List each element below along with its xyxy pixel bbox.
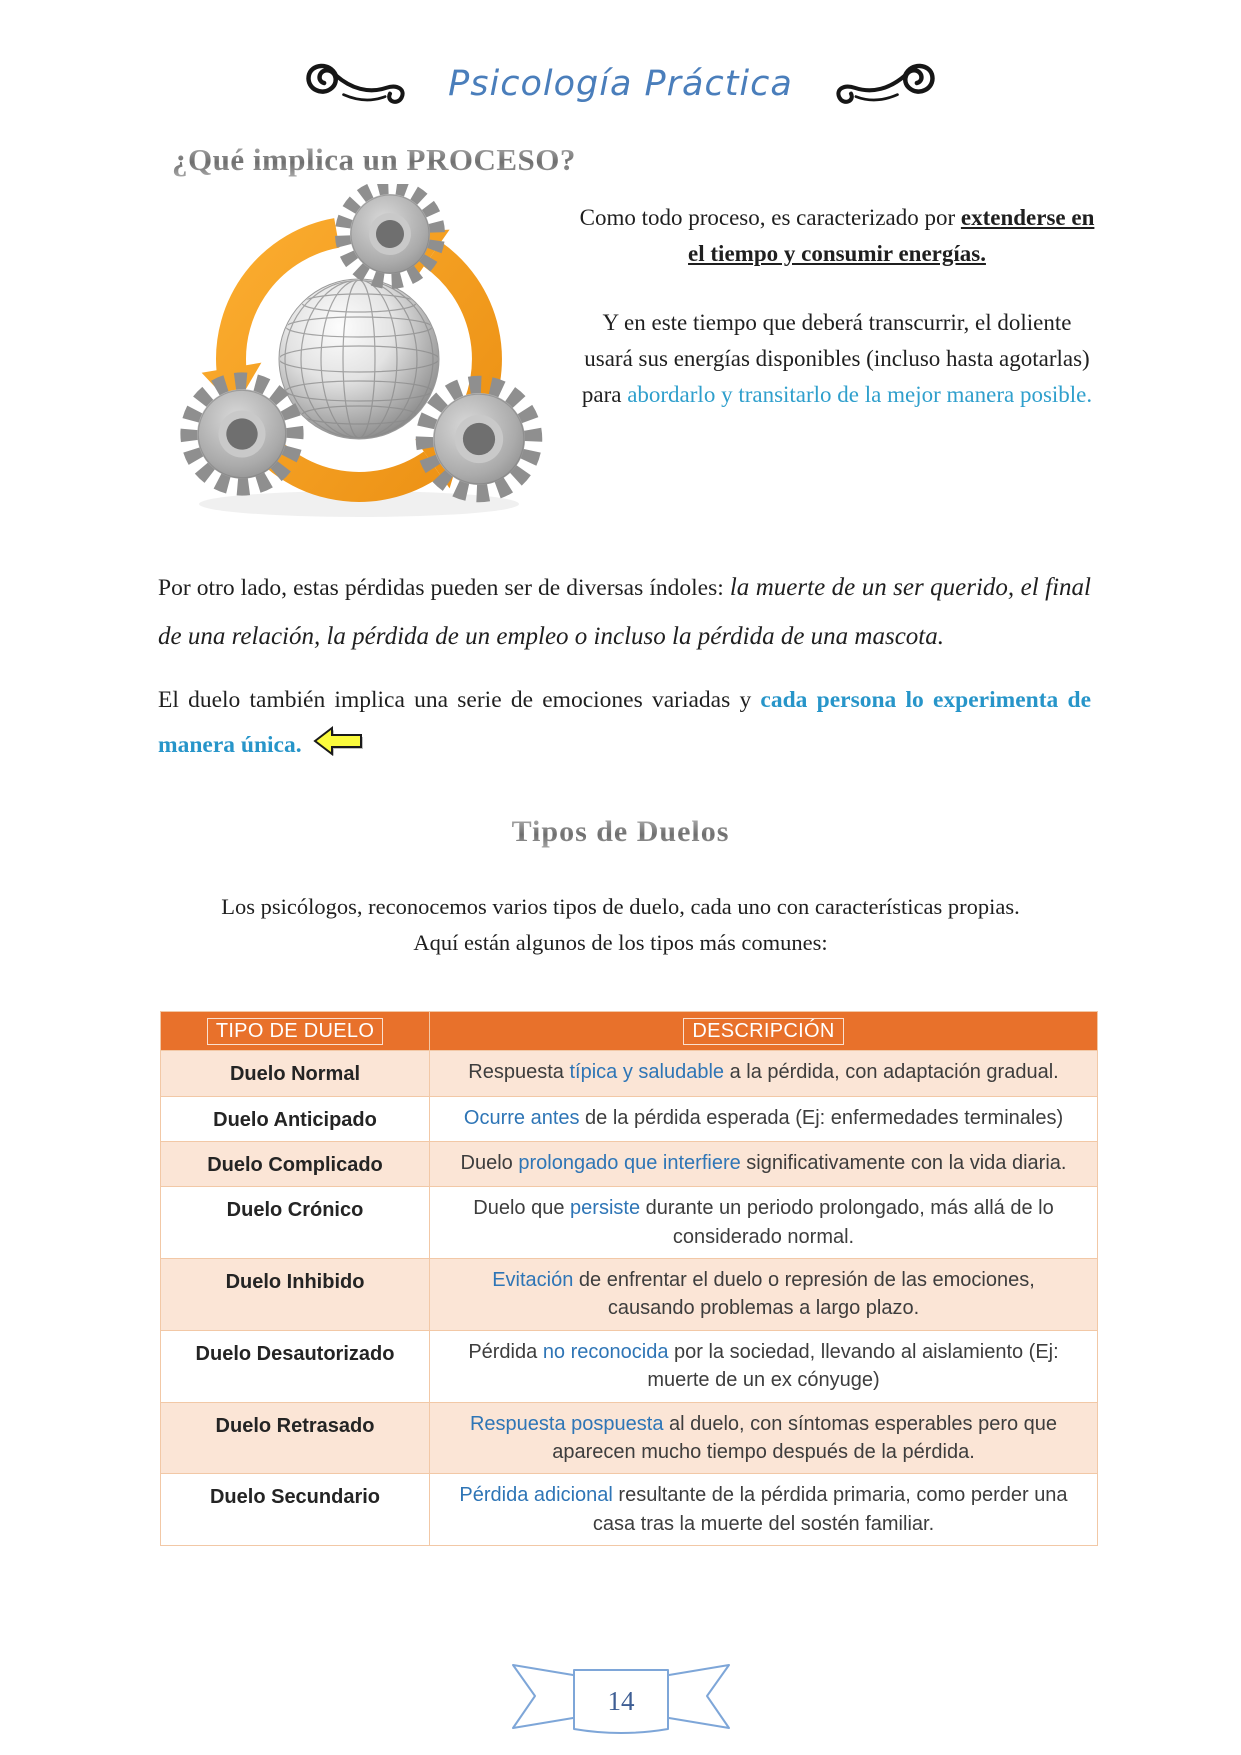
page-number-ribbon — [471, 1648, 771, 1747]
desc-text: a la pérdida, con adaptación gradual. — [724, 1061, 1059, 1084]
header-label-tipo: TIPO DE DUELO — [207, 1018, 383, 1045]
desc-highlight-text: Ocurre antes — [463, 1106, 580, 1129]
emotions-paragraph-blue: cada persona lo experimenta de manera única. — [158, 686, 1091, 759]
desc-highlight-text: Pérdida adicional — [459, 1484, 613, 1507]
duelo-descripcion-cell — [430, 1330, 1098, 1402]
duelo-tipo-cell: Duelo Normal — [161, 1051, 430, 1096]
desc-text: durante un periodo prolongado, más allá de lo considerado normal. — [640, 1197, 1054, 1248]
types-intro-paragraph — [0, 889, 1241, 961]
duelo-tipo-cell: Duelo Anticipado — [161, 1096, 430, 1141]
desc-text: por la sociedad, llevando al aislamiento (Ej: muerte de un ex cónyuge) — [647, 1340, 1059, 1392]
desc-highlight-text: persiste — [570, 1197, 641, 1220]
losses-paragraph — [158, 564, 1091, 662]
duelo-tipo-cell: Duelo Inhibido — [161, 1259, 430, 1331]
emotions-paragraph-text: El duelo también implica una serie de emociones variadas y — [158, 686, 761, 713]
duelo-descripcion-cell — [430, 1051, 1098, 1096]
page-number: 14 — [607, 1686, 634, 1716]
header-cell-descripcion — [430, 1012, 1098, 1051]
gears-cycle-illustration — [148, 184, 570, 524]
desc-highlight-text: Respuesta pospuesta — [469, 1412, 664, 1435]
page-title-caps: PROCESO? — [406, 142, 576, 177]
duelos-table-body — [161, 1051, 1098, 1546]
duelo-descripcion-cell — [430, 1096, 1098, 1141]
desc-highlight-text: no reconocida — [542, 1340, 669, 1363]
flourish-right-icon — [823, 54, 941, 114]
table-row — [161, 1051, 1098, 1096]
table-row — [161, 1330, 1098, 1402]
duelo-tipo-cell: Duelo Retrasado — [161, 1402, 430, 1474]
intro-p2-blue: abordarlo y transitarlo de la mejor manera posible. — [627, 381, 1093, 407]
table-row — [161, 1259, 1098, 1331]
flourish-left-icon — [300, 54, 418, 114]
table-row — [161, 1187, 1098, 1259]
types-intro-line-2: Aquí están algunos de los tipos más comunes: — [413, 930, 828, 956]
duelo-tipo-cell: Duelo Crónico — [161, 1187, 430, 1259]
page-title — [172, 142, 1241, 178]
table-row — [161, 1096, 1098, 1141]
duelo-descripcion-cell — [430, 1187, 1098, 1259]
yellow-arrow-icon — [312, 724, 364, 758]
duelos-table — [160, 1011, 1098, 1546]
desc-text: significativamente con la vida diaria. — [740, 1151, 1067, 1174]
desc-highlight-text: Evitación — [492, 1269, 574, 1292]
duelo-tipo-cell: Duelo Desautorizado — [161, 1330, 430, 1402]
losses-paragraph-italic: la muerte de un ser querido, el final de una relación, la pérdida de un empleo o incluso la pérdida de una mascota. — [158, 574, 1091, 650]
header-label-descripcion: DESCRIPCIÓN — [683, 1018, 843, 1045]
duelo-descripcion-cell — [430, 1402, 1098, 1474]
desc-text: al duelo, con síntomas esperables pero que aparecen mucho tiempo después de la pérdida. — [552, 1412, 1058, 1464]
duelo-descripcion-cell — [430, 1141, 1098, 1186]
table-row — [161, 1402, 1098, 1474]
duelo-descripcion-cell — [430, 1474, 1098, 1546]
intro-paragraph-1 — [578, 200, 1096, 271]
header-cell-tipo — [161, 1012, 430, 1051]
desc-text: Respuesta — [468, 1061, 570, 1084]
page-title-text: ¿Qué implica un — [172, 142, 407, 177]
intro-paragraph-2 — [578, 305, 1096, 412]
desc-text: de la pérdida esperada (Ej: enfermedades terminales) — [579, 1106, 1064, 1129]
desc-text: Duelo que — [473, 1197, 571, 1220]
desc-text: de enfrentar el duelo o represión de las emociones, causando problemas a largo plazo. — [573, 1269, 1035, 1320]
desc-highlight-text: típica y saludable — [569, 1061, 725, 1084]
hero-section — [148, 184, 1096, 524]
section-title: Tipos de Duelos — [0, 815, 1241, 849]
desc-text: resultante de la pérdida primaria, como perder una casa tras la muerte del sostén familiar. — [592, 1484, 1068, 1535]
intro-p2-text: Y en este tiempo que deberá transcurrir, el doliente usará sus energías disponibles (incluso hasta agotarlas) para — [581, 310, 1090, 407]
desc-text: Pérdida — [468, 1340, 543, 1363]
types-intro-line-1: Los psicólogos, reconocemos varios tipos de duelo, cada uno con características propias. — [221, 894, 1020, 920]
duelo-tipo-cell: Duelo Complicado — [161, 1141, 430, 1186]
emotions-paragraph — [158, 678, 1091, 770]
table-header-row — [161, 1012, 1098, 1051]
intro-p1-text: Como todo proceso, es caracterizado por — [579, 205, 961, 230]
desc-highlight-text: prolongado que interfiere — [518, 1151, 741, 1174]
duelo-descripcion-cell — [430, 1259, 1098, 1331]
table-row — [161, 1474, 1098, 1546]
desc-text: Duelo — [460, 1151, 519, 1174]
table-row — [161, 1141, 1098, 1186]
intro-p1-emphasis: extenderse en el tiempo y consumir energías. — [688, 205, 1095, 266]
page-header — [0, 0, 1241, 116]
duelo-tipo-cell: Duelo Secundario — [161, 1474, 430, 1546]
brand-title: Psicología Práctica — [448, 64, 793, 104]
losses-paragraph-text: Por otro lado, estas pérdidas pueden ser de diversas índoles: — [158, 575, 730, 601]
intro-text-column — [570, 184, 1096, 524]
